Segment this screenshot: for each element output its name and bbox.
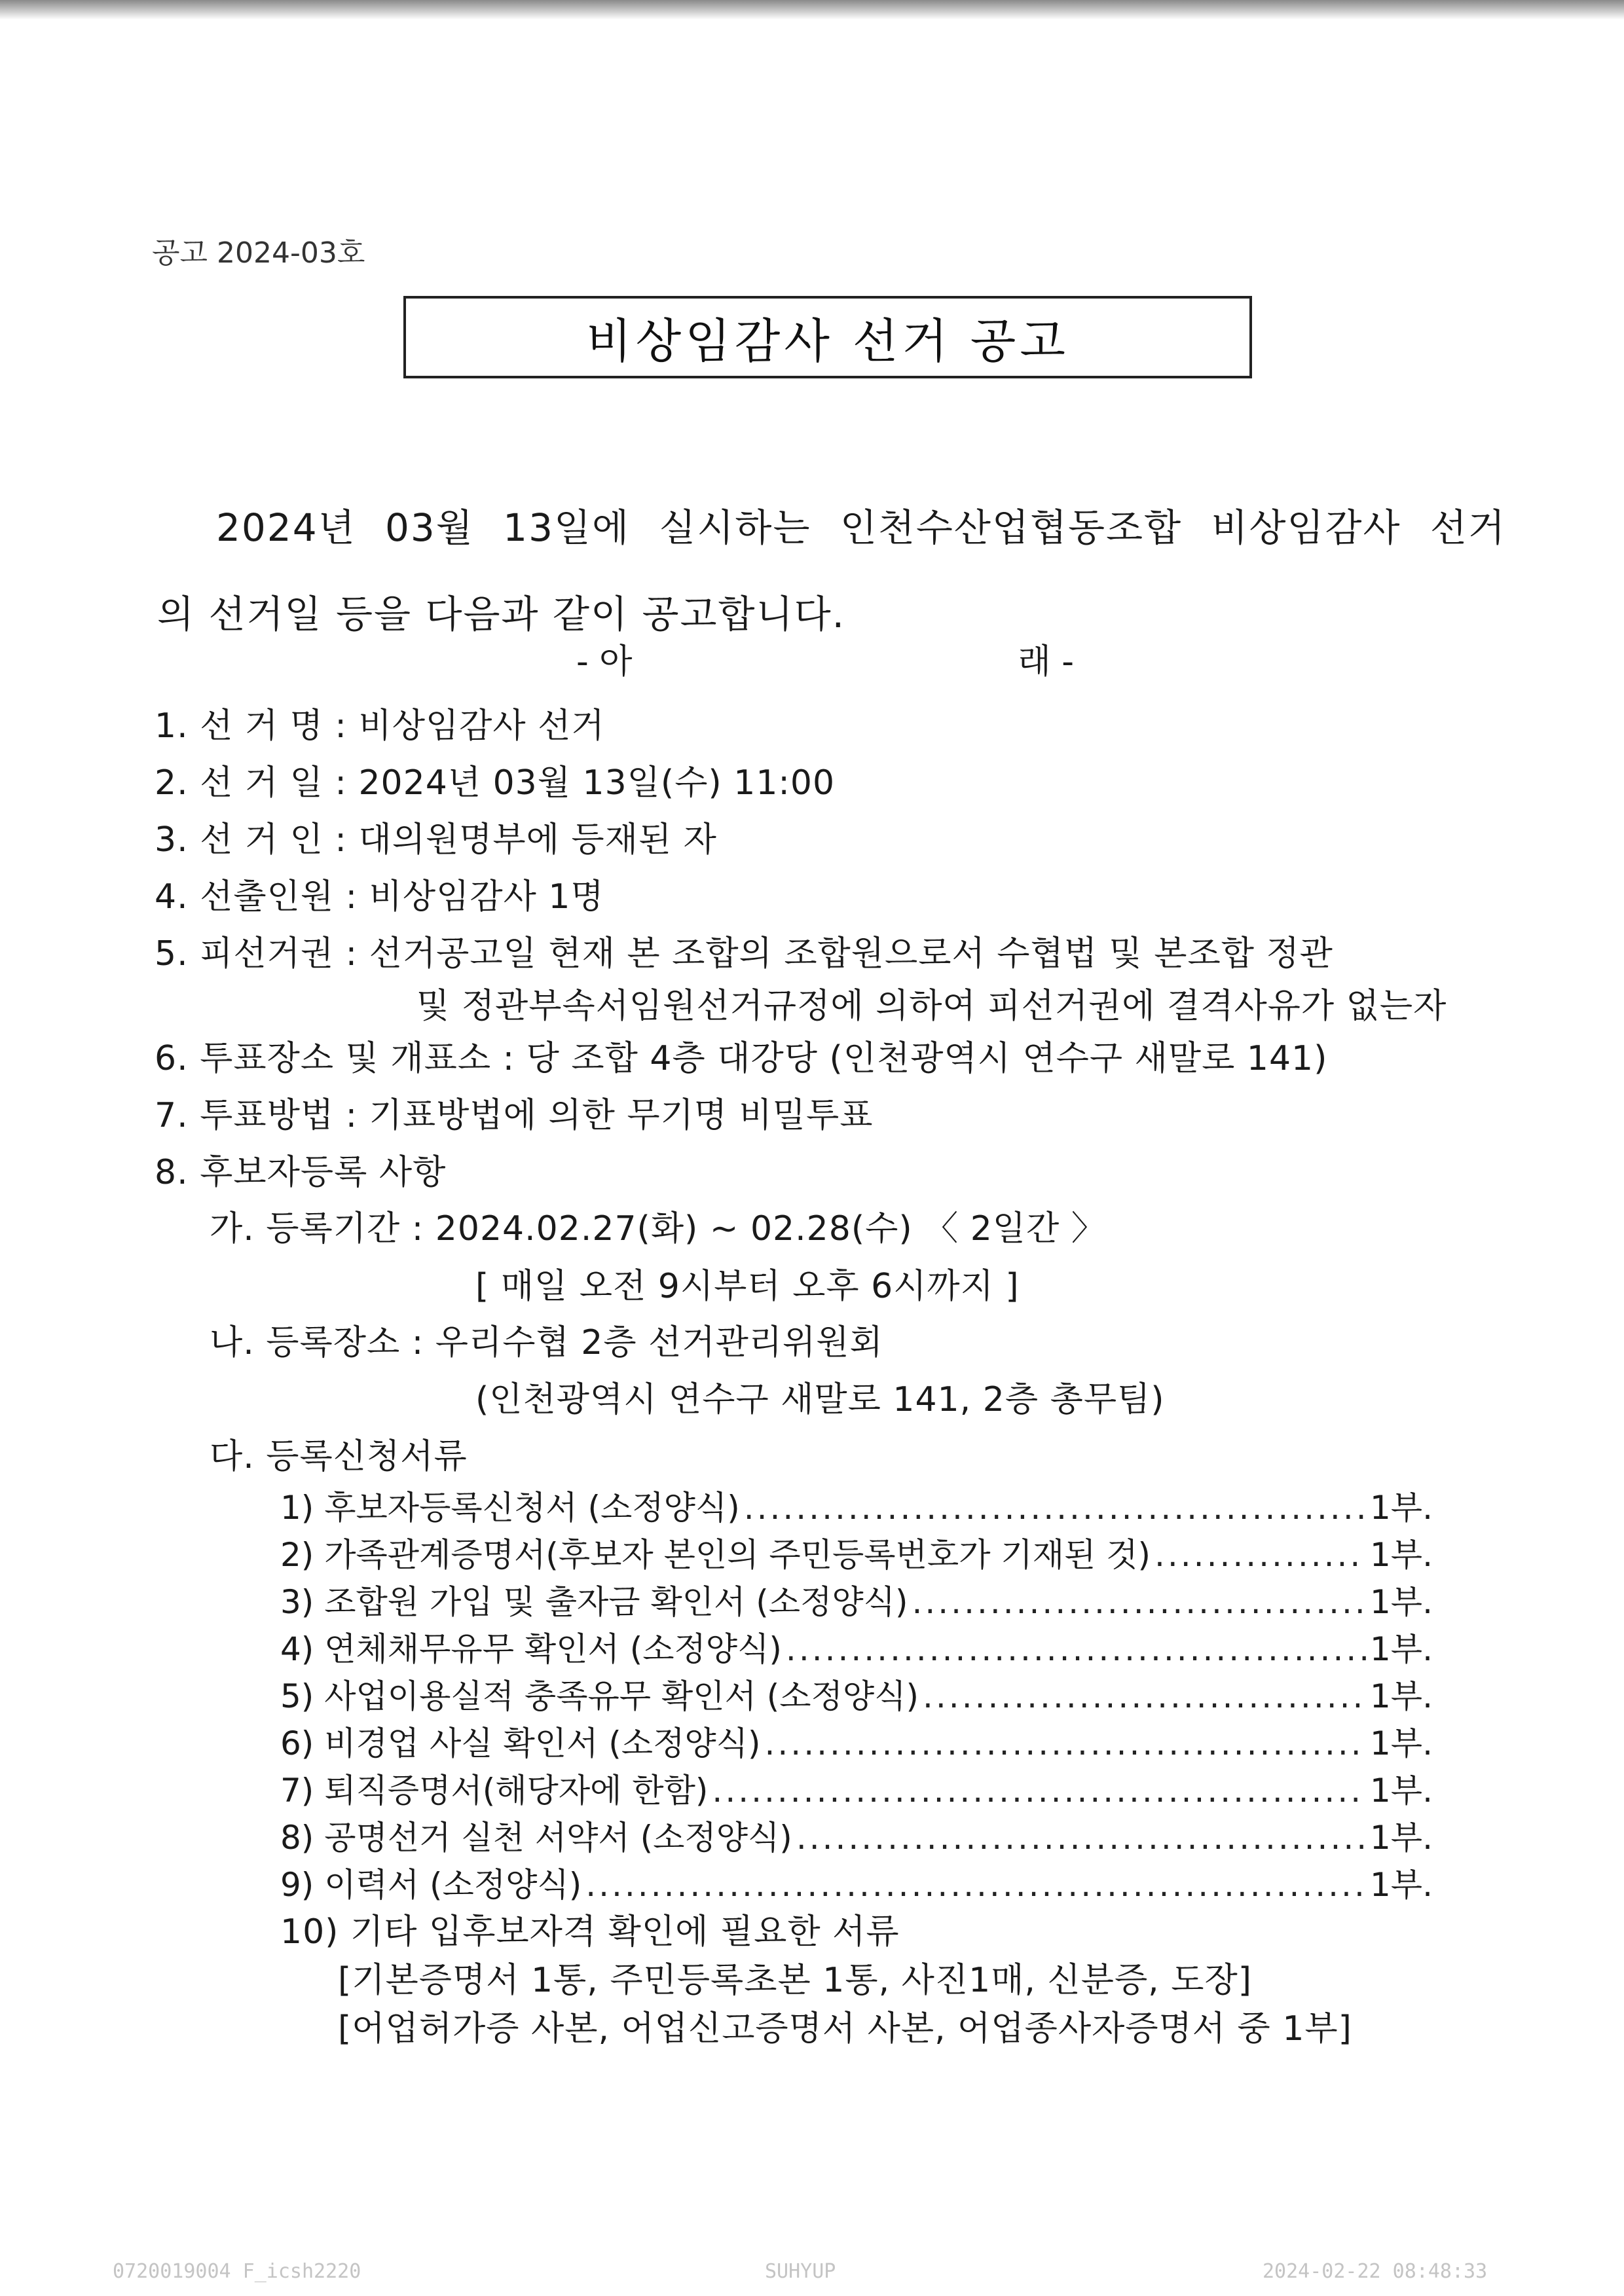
dot-leader	[744, 1485, 1366, 1531]
document-name: 7) 퇴직증명서(해당자에 한함)	[280, 1772, 709, 1810]
document-name: 5) 사업이용실적 충족유무 확인서 (소정양식)	[280, 1677, 919, 1715]
document-item	[280, 1862, 1433, 1908]
dot-leader	[712, 1768, 1366, 1813]
dot-leader	[912, 1579, 1366, 1625]
document-count: 1부.	[1369, 1630, 1433, 1668]
document-item	[280, 1626, 1433, 1672]
intro-line-1: 2024년 03월 13일에 실시하는 인천수산업협동조합 비상임감사 선거	[216, 505, 1506, 550]
dot-leader	[923, 1673, 1366, 1719]
item-7: 7. 투표방법 : 기표방법에 의한 무기명 비밀투표	[155, 1096, 874, 1135]
document-count: 1부.	[1369, 1866, 1433, 1904]
document-name: 4) 연체채무유무 확인서 (소정양식)	[280, 1630, 782, 1668]
item-3: 3. 선 거 인 : 대의원명부에 등재된 자	[155, 820, 717, 860]
document-item	[280, 1673, 1433, 1719]
document-item-10: 10) 기타 입후보자격 확인에 필요한 서류	[280, 1912, 900, 1952]
document-item	[280, 1768, 1433, 1813]
document-item-10-detail-2: [어업허가증 사본, 어업신고증명서 사본, 어업종사자증명서 중 1부]	[338, 2009, 1352, 2049]
footer-timestamp: 2024-02-22 08:48:33	[1263, 2260, 1488, 2283]
document-count: 1부.	[1369, 1583, 1433, 1621]
registration-hours: [ 매일 오전 9시부터 오후 6시까지 ]	[475, 1267, 1020, 1306]
document-count: 1부.	[1369, 1536, 1433, 1574]
registration-place: 나. 등록장소 : 우리수협 2층 선거관리위원회	[210, 1323, 883, 1362]
arae-heading	[576, 634, 1074, 680]
registration-address: (인천광역시 연수구 새말로 141, 2층 총무팀)	[475, 1380, 1165, 1419]
document-item-10-detail-1: [기본증명서 1통, 주민등록초본 1통, 사진1매, 신분증, 도장]	[338, 1961, 1252, 2000]
footer-fax-id: 0720019004 F_icsh2220	[113, 2260, 361, 2283]
document-count: 1부.	[1369, 1724, 1433, 1762]
document-title: 비상임감사 선거 공고	[586, 314, 1069, 369]
notice-number: 공고 2024-03호	[152, 236, 365, 270]
title-box	[403, 296, 1252, 378]
document-item	[280, 1721, 1433, 1766]
footer-sender: SUHYUP	[765, 2260, 836, 2283]
dot-leader	[796, 1815, 1366, 1861]
item-8: 8. 후보자등록 사항	[155, 1153, 447, 1192]
arae-left: - 아	[576, 642, 633, 682]
item-5: 5. 피선거권 : 선거공고일 현재 본 조합의 조합원으로서 수협법 및 본조합 정관	[155, 934, 1333, 974]
document-name: 8) 공명선거 실천 서약서 (소정양식)	[280, 1819, 792, 1857]
document-count: 1부.	[1369, 1489, 1433, 1527]
item-2: 2. 선 거 일 : 2024년 03월 13일(수) 11:00	[155, 763, 836, 803]
document-count: 1부.	[1369, 1677, 1433, 1715]
intro-line-2: 의 선거일 등을 다음과 같이 공고합니다.	[157, 592, 846, 636]
arae-right: 래 -	[1018, 642, 1074, 682]
document-name: 2) 가족관계증명서(후보자 본인의 주민등록번호가 기재된 것)	[280, 1536, 1151, 1574]
dot-leader	[765, 1721, 1366, 1766]
document-count: 1부.	[1369, 1819, 1433, 1857]
dot-leader	[1154, 1532, 1366, 1578]
document-name: 9) 이력서 (소정양식)	[280, 1866, 582, 1904]
item-5-continued: 및 정관부속서임원선거규정에 의하여 피선거권에 결격사유가 없는자	[416, 987, 1447, 1026]
dot-leader	[786, 1626, 1366, 1672]
item-4: 4. 선출인원 : 비상임감사 1명	[155, 877, 604, 917]
item-6: 6. 투표장소 및 개표소 : 당 조합 4층 대강당 (인천광역시 연수구 새말로 141)	[155, 1039, 1328, 1078]
registration-period: 가. 등록기간 : 2024.02.27(화) ~ 02.28(수) 〈 2일간 〉	[210, 1209, 1106, 1248]
item-1: 1. 선 거 명 : 비상임감사 선거	[155, 706, 605, 746]
document-count: 1부.	[1369, 1772, 1433, 1810]
document-item	[280, 1485, 1433, 1531]
registration-documents-heading: 다. 등록신청서류	[210, 1437, 468, 1476]
document-name: 1) 후보자등록신청서 (소정양식)	[280, 1489, 740, 1527]
dot-leader	[585, 1862, 1366, 1908]
document-item	[280, 1815, 1433, 1861]
scan-edge	[0, 0, 1624, 20]
document-item	[280, 1532, 1433, 1578]
document-item	[280, 1579, 1433, 1625]
intro-paragraph	[157, 484, 1506, 657]
document-name: 3) 조합원 가입 및 출자금 확인서 (소정양식)	[280, 1583, 908, 1621]
document-name: 6) 비경업 사실 확인서 (소정양식)	[280, 1724, 761, 1762]
